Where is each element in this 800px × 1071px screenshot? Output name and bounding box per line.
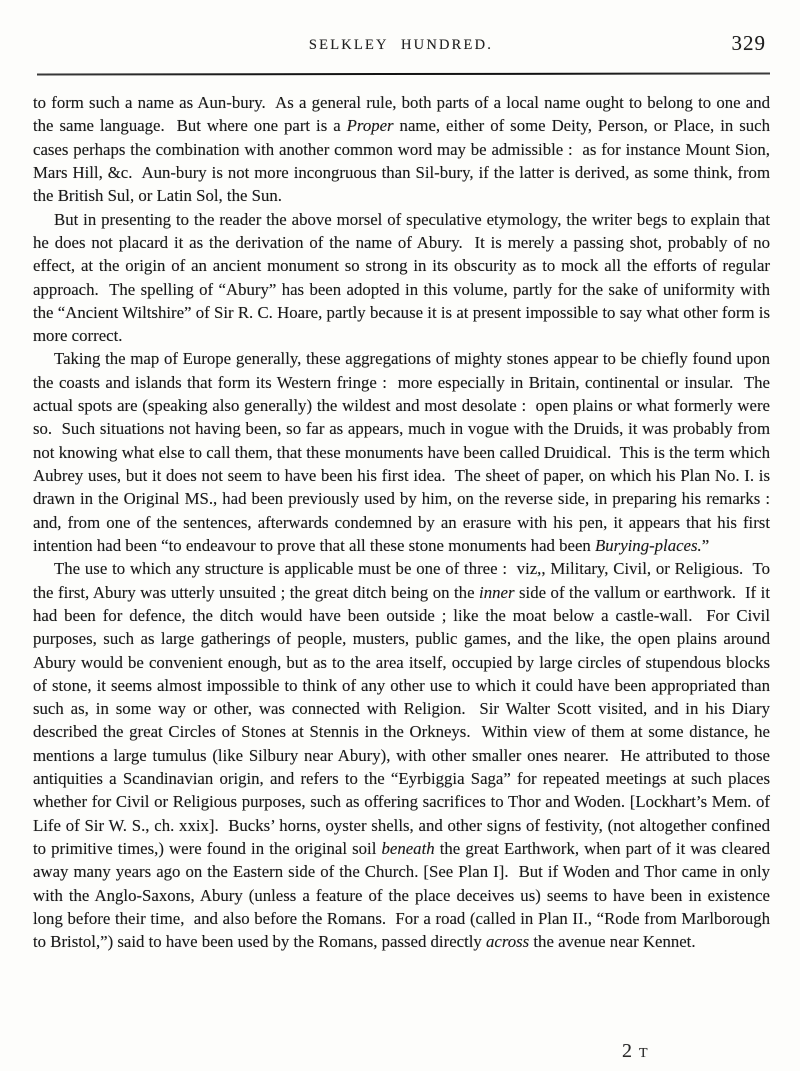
- body-text: [33, 91, 775, 954]
- signature-mark: [622, 1040, 648, 1063]
- text-run: to form such a name as Aun-bury. As a general rule, both parts of a local name ought to belong to one and the same language. But where one part is a: [33, 93, 775, 136]
- signature-number: 2: [622, 1040, 632, 1062]
- paragraph: [33, 347, 775, 557]
- signature-letter: T: [639, 1046, 648, 1061]
- paragraph: [33, 557, 775, 953]
- header-rule: [37, 72, 770, 75]
- text-run: But in presenting to the reader the above morsel of speculative etymology, the writer begs to explain that he does not placard it as the derivation of the name of Abury. It is merely a passing shot, probably of no effect, at the origin of an ancient monument so strong in its obscurity as to mock all the efforts of regular approach. The spelling of “Abury” has been adopted in this volume, partly for the sake of uniformity with the “Ancient Wiltshire” of Sir R. C. Hoare, partly because it is at present impossible to say what other form is more correct.: [33, 209, 775, 346]
- text-run: Taking the map of Europe generally, these aggregations of mighty stones appear to be chiefly found upon the coasts and islands that form its Western fringe : more especially in Britain, continental or insular. The actual spots are (speaking also generally) the wildest and most desolate : open plains or what formerly were so. Such situations not having been, so far as appears, much in vogue with the Druids, it was probably from not knowing what else to call them, that these monuments have been called Druidical. This is the term which Aubrey uses, but it does not seem to have been his first idea. The sheet of paper, on which his Plan No. I. is drawn in the Original MS., had been previously used by him, on the reverse side, in preparing his remarks : and, from one of the sentences, afterwards condemned by an erasure with his pen, it appears that his first intention had been “to endeavour to prove that all these stone monuments had been: [33, 349, 775, 555]
- italic-text-run: across: [486, 932, 530, 952]
- italic-text-run: beneath: [381, 839, 435, 858]
- text-run: ”: [701, 535, 710, 555]
- running-title: SELKLEY HUNDRED.: [308, 37, 494, 53]
- italic-text-run: inner: [479, 582, 515, 602]
- page-number: 329: [731, 31, 766, 55]
- text-run: the great Earthwork, when part of it was cleared away many years ago on the Eastern side of the Church. [See Plan I]. But if Woden and Thor came in only with the Anglo-Saxons, Abury (unless a feature of the place deceives us) seems to have been in existence long before their time, and also before the Romans. For a road (called in Plan II., “Rode from Marlborough to Bristol,”) said to have been used by the Romans, passed directly: [33, 839, 775, 952]
- italic-text-run: Proper: [346, 116, 394, 136]
- text-run: side of the vallum or earthwork. If it had been for defence, the ditch would have been outside ; like the moat below a castle-wall. For Civil purposes, such as large gatherings of people, musters, public games, and the like, the open plains around Abury would be convenient enough, but as to the area itself, occupied by large circles of stupendous blocks of stone, it seems almost impossible to think of any other use to which it could have been appropriated than such as, in some way or other, was connected with Religion. Sir Walter Scott visited, and in his Diary described the great Circles of Stones at Stennis in the Orkneys. Within view of them at some distance, he mentions a large tumulus (like Silbury near Abury), with other smaller ones nearer. He attributed to those antiquities a Scandinavian origin, and refers to the “Eyrbiggia Saga” for repeated meetings at such places whether for Civil or Religious purposes, such as offering sacrifices to Thor and Woden. [Lockhart’s Mem. of Life of Sir W. S., ch. xxix]. Bucks’ horns, oyster shells, and other signs of festivity, (not altogether confined to primitive times,) were found in the original soil: [33, 582, 775, 858]
- paragraph: [33, 91, 775, 208]
- paragraph: [33, 208, 775, 348]
- text-run: The use to which any structure is applicable must be one of three : viz,, Military, Civil, or Religious. To the first, Abury was utterly unsuited ; the great ditch being on the: [33, 559, 775, 602]
- italic-text-run: Burying-places.: [595, 535, 702, 555]
- page-header: [34, 33, 768, 57]
- text-run: the avenue near Kennet.: [529, 932, 696, 952]
- text-run: name, either of some Deity, Person, or Place, in such cases perhaps the combination with another common word may be admissible : as for instance Mount Sion, Mars Hill, &c. Aun-bury is not more incongruous than Sil-bury, if the latter is derived, as some think, from the British Sul, or Latin Sol, the Sun.: [33, 116, 775, 206]
